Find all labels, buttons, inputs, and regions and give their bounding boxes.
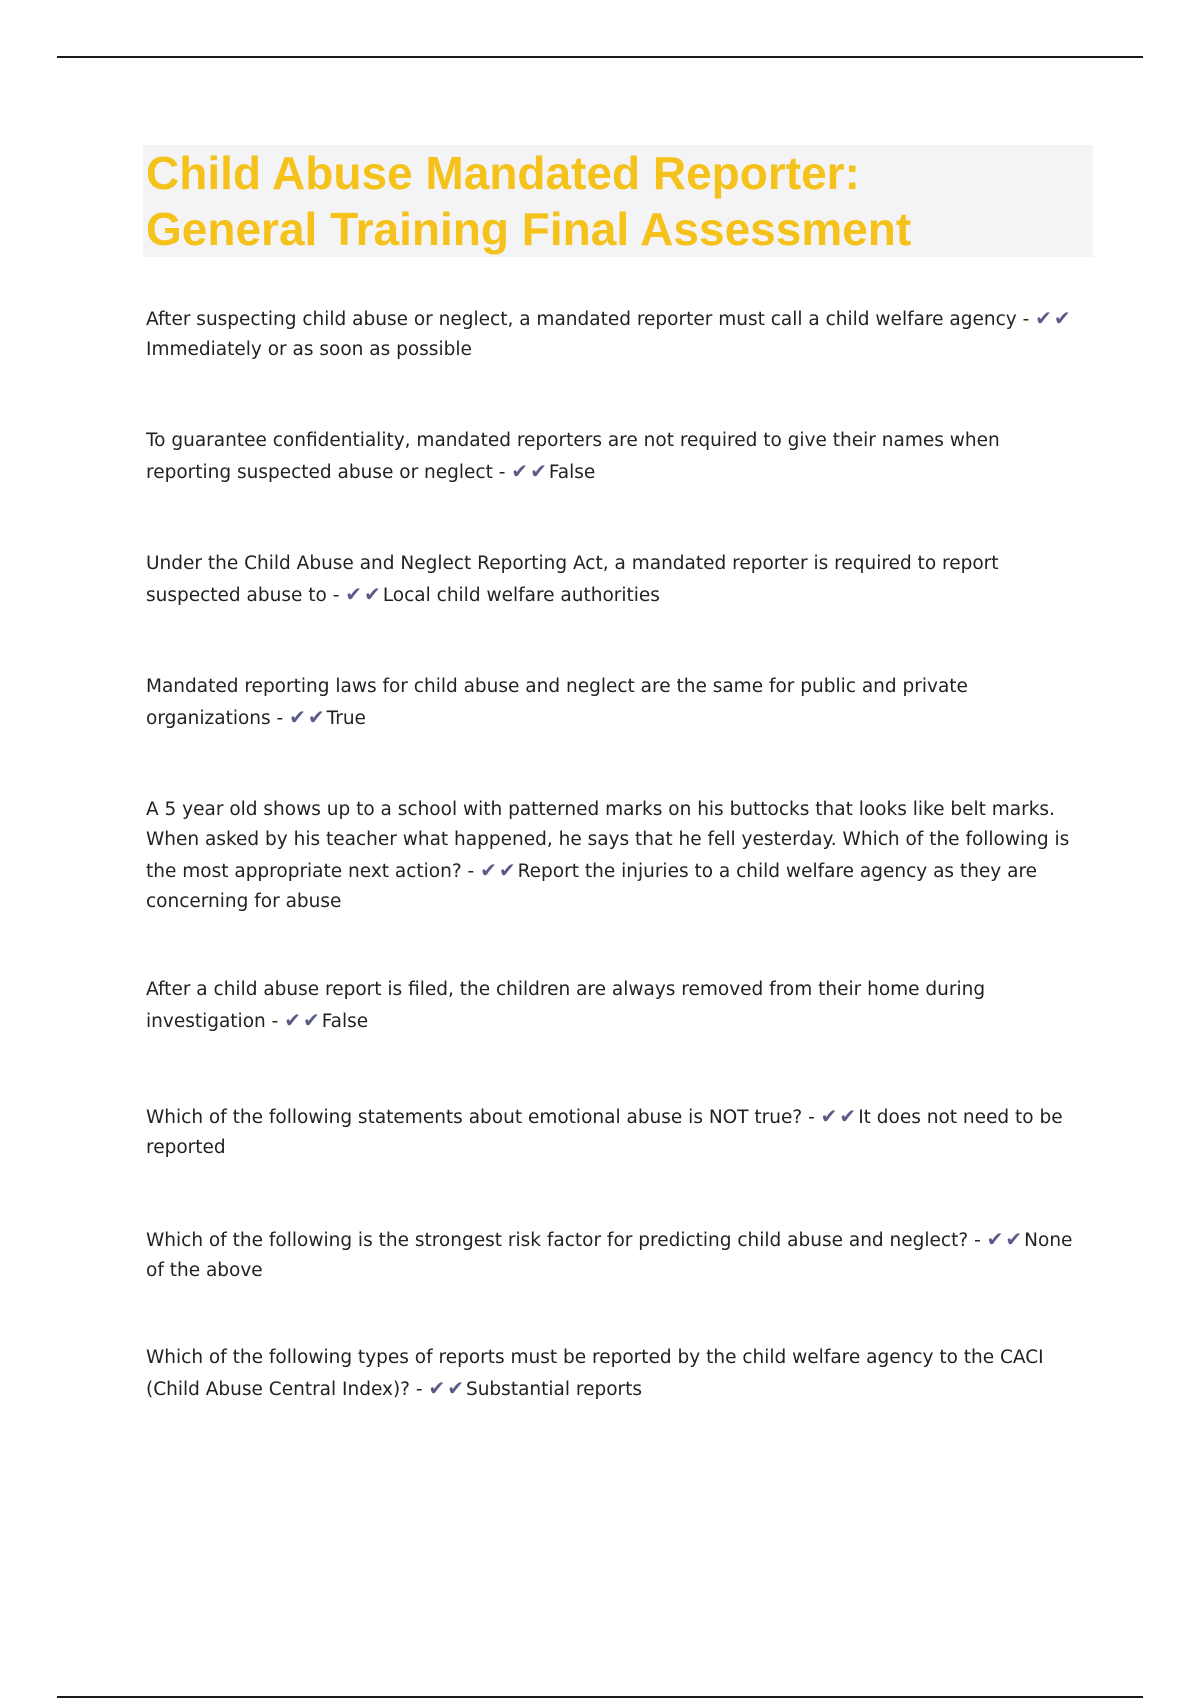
question-text: After suspecting child abuse or neglect, a mandated reporter must call a child welfare agency bbox=[146, 309, 1017, 330]
check-icon: ✔ bbox=[302, 1008, 320, 1032]
answer-text: True bbox=[326, 708, 366, 729]
check-icon: ✔ bbox=[986, 1227, 1004, 1251]
separator: - bbox=[461, 861, 481, 882]
separator: - bbox=[410, 1379, 429, 1400]
separator: - bbox=[265, 1011, 285, 1032]
check-icon: ✔ bbox=[447, 1376, 464, 1400]
separator: - bbox=[802, 1107, 821, 1128]
question-text: Which of the following is the strongest risk factor for predicting child abuse and neglect? bbox=[146, 1230, 969, 1251]
answer-text: It does not need to be reported bbox=[146, 1107, 1063, 1158]
question-text: Which of the following statements about emotional abuse is NOT true? bbox=[146, 1107, 803, 1128]
check-icon: ✔ bbox=[307, 705, 325, 729]
qa-item bbox=[146, 975, 1081, 1037]
answer-text: Local child welfare authorities bbox=[382, 585, 660, 606]
answer-text: False bbox=[321, 1011, 369, 1032]
check-icon: ✔ bbox=[480, 858, 497, 882]
answer-text: Immediately or as soon as possible bbox=[146, 339, 472, 360]
answer-text: Report the injuries to a child welfare agency as they are concerning for abuse bbox=[146, 861, 1038, 912]
qa-item bbox=[146, 672, 1081, 734]
qa-item bbox=[146, 795, 1081, 917]
question-text: Under the Child Abuse and Neglect Reporting Act, a mandated reporter is required to report suspected abuse to bbox=[146, 553, 999, 606]
check-icon: ✔ bbox=[530, 459, 547, 483]
title-block bbox=[143, 145, 1093, 257]
question-text: Mandated reporting laws for child abuse and neglect are the same for public and private organizations bbox=[146, 676, 968, 729]
bottom-rule bbox=[57, 1696, 1143, 1698]
top-rule bbox=[57, 56, 1143, 58]
answer-text: None of the above bbox=[146, 1230, 1073, 1281]
check-icon: ✔ bbox=[511, 459, 529, 483]
answer-text: Substantial reports bbox=[465, 1379, 643, 1400]
qa-item bbox=[146, 1343, 1081, 1405]
question-text: Which of the following types of reports must be reported by the child welfare agency to the CACI (Child Abuse Central Index)? bbox=[146, 1347, 1044, 1400]
separator: - bbox=[1016, 309, 1036, 330]
check-icon: ✔ bbox=[1053, 306, 1071, 330]
document-title-line-2: General Training Final Assessment bbox=[146, 203, 912, 255]
check-icon: ✔ bbox=[364, 582, 381, 606]
separator: - bbox=[492, 462, 512, 483]
check-icon: ✔ bbox=[1035, 306, 1052, 330]
question-text: After a child abuse report is filed, the children are always removed from their home during investigation bbox=[146, 979, 986, 1032]
check-icon: ✔ bbox=[345, 582, 363, 606]
check-icon: ✔ bbox=[289, 705, 306, 729]
separator: - bbox=[326, 585, 346, 606]
qa-item bbox=[146, 426, 1081, 488]
check-icon: ✔ bbox=[820, 1104, 838, 1128]
qa-item bbox=[146, 303, 1081, 365]
qa-item bbox=[146, 1101, 1081, 1163]
check-icon: ✔ bbox=[839, 1104, 857, 1128]
answer-text: False bbox=[548, 462, 596, 483]
qa-item bbox=[146, 1224, 1081, 1286]
check-icon: ✔ bbox=[498, 858, 516, 882]
check-icon: ✔ bbox=[284, 1008, 301, 1032]
question-text: A 5 year old shows up to a school with patterned marks on his buttocks that looks like belt marks. When asked by his teacher what happened, he says that he fell yesterday. Which of the following is the most appropriate next action? bbox=[146, 799, 1070, 882]
separator: - bbox=[968, 1230, 987, 1251]
check-icon: ✔ bbox=[1005, 1227, 1023, 1251]
question-text: To guarantee confidentiality, mandated reporters are not required to give their names when reporting suspected abuse or neglect bbox=[146, 430, 1000, 483]
document-title-line-1: Child Abuse Mandated Reporter: bbox=[146, 147, 860, 199]
check-icon: ✔ bbox=[428, 1376, 446, 1400]
separator: - bbox=[270, 708, 290, 729]
qa-item bbox=[146, 549, 1081, 611]
